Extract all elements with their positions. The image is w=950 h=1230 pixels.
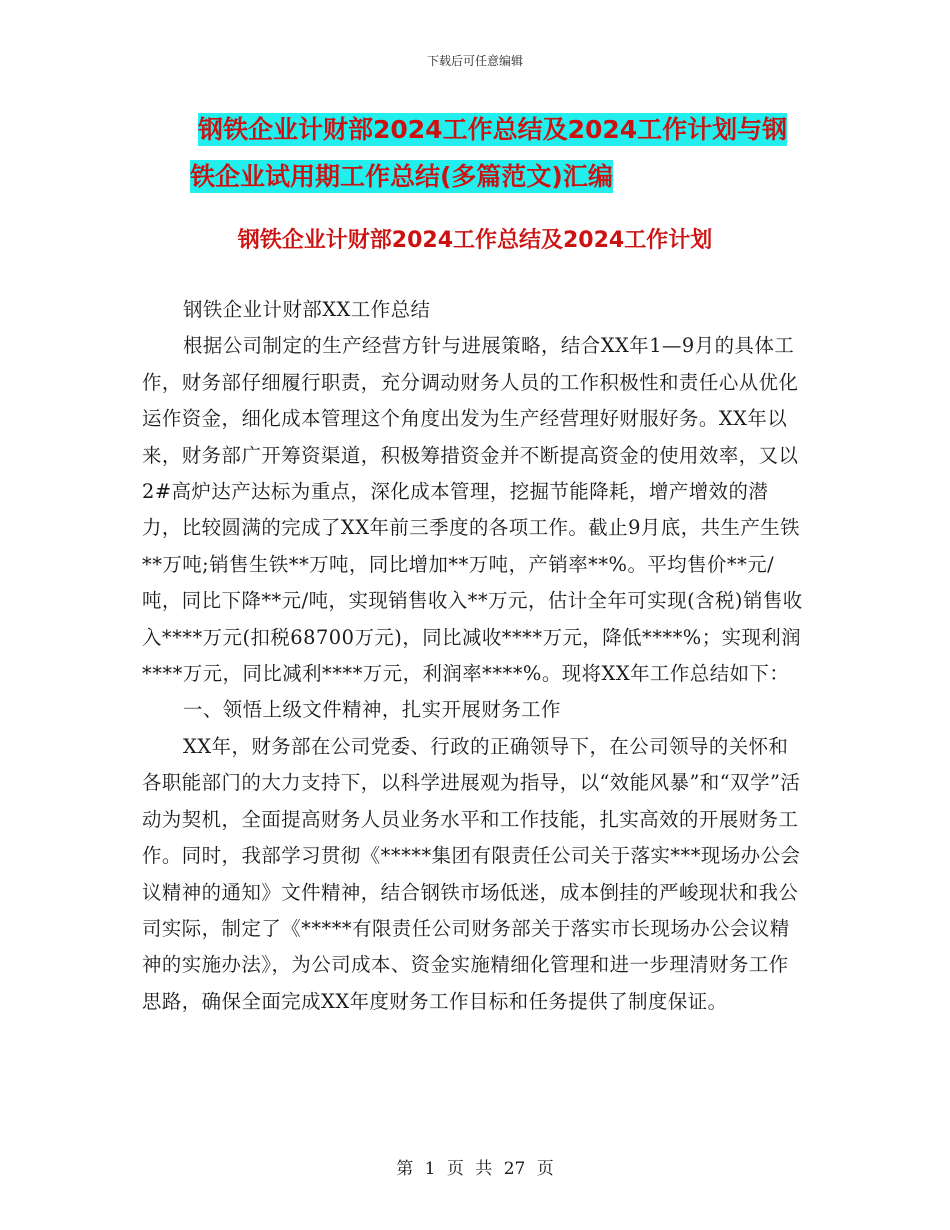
paragraph-subtitle: 钢铁企业计财部XX工作总结: [183, 298, 431, 321]
paragraph-intro: 根据公司制定的生产经营方针与进展策略，结合XX年1—9月的具体工作，财务部仔细履行职责，充分调动财务人员的工作积极性和责任心从优化运作资金，细化成本管理这个角度出发为生产经营理好财服好务。XX年以来，财务部广开筹资渠道，积极筹措资金并不断提高资金的使用效率，又以2#高炉达产达标为重点，深化成本管理，挖掘节能降耗，增产增效的潜力，比较圆满的完成了XX年前三季度的各项工作。截止9月底，共生产生铁**万吨;销售生铁**万吨，同比增加**万吨，产销率**%。平均售价**元/吨，同比下降**元/吨，实现销售收入**万元，估计全年可实现(含税)销售收入****万元(扣税68700万元)，同比减收****万元，降低****%；实现利润****万元，同比减利****万元，利润率****%。现将XX年工作总结如下：: [142, 334, 803, 686]
main-title-line-1: 钢铁企业计财部2024工作总结及2024工作计划与钢: [198, 115, 788, 144]
main-title-line-2: 铁企业试用期工作总结(多篇范文)汇编: [190, 162, 613, 191]
paragraph-section-1: XX年，财务部在公司党委、行政的正确领导下，在公司领导的关怀和各职能部门的大力支持下，以科学进展观为指导，以“效能风暴”和“双学”活动为契机，全面提高财务人员业务水平和工作技能，扎实高效的开展财务工作。同时，我部学习贯彻《*****集团有限责任公司关于落实***现场办公会议精神的通知》文件精神，结合钢铁市场低迷，成本倒挂的严峻现状和我公司实际，制定了《*****有限责任公司财务部关于落实市长现场办公会议精神的实施办法》，为公司成本、资金实施精细化管理和进一步理清财务工作思路，确保全面完成XX年度财务工作目标和任务提供了制度保证。: [142, 734, 801, 1013]
body-text-block-1: [142, 292, 807, 1020]
header-note: 下载后可任意编辑: [426, 54, 523, 68]
document-main-title: [190, 106, 810, 200]
page-footer: 第 1 页 共 27 页: [396, 1159, 554, 1179]
paragraph-heading-1: 一、领悟上级文件精神，扎实开展财务工作: [183, 698, 561, 722]
section-title: 钢铁企业计财部2024工作总结及2024工作计划: [237, 228, 713, 253]
